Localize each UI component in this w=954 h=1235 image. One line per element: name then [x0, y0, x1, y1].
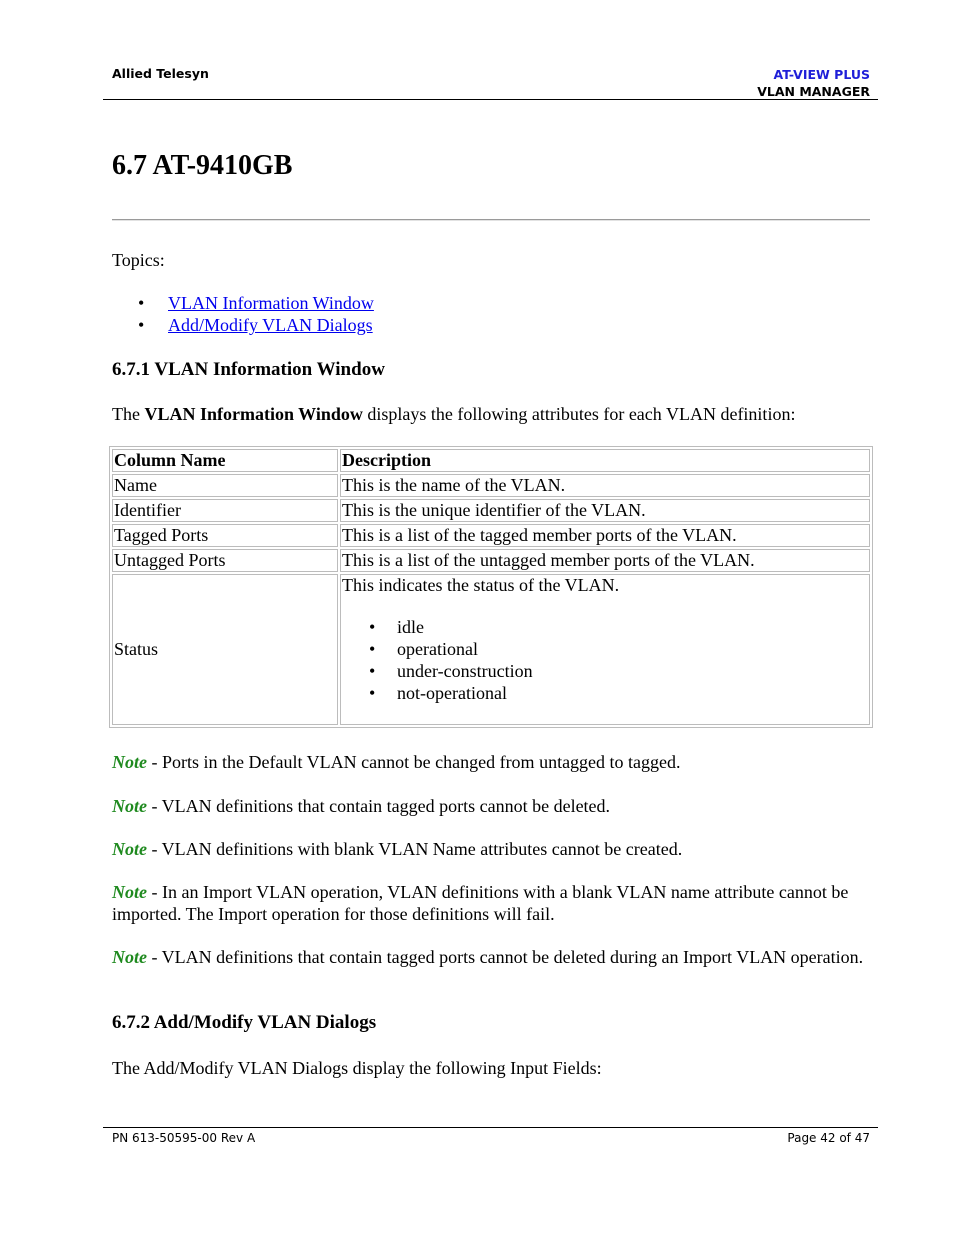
page-title: 6.7 AT-9410GB	[112, 150, 293, 181]
footer-page-number: Page 42 of 47	[787, 1131, 870, 1145]
status-values-list	[342, 616, 868, 704]
table-cell: Untagged Ports	[112, 549, 338, 572]
table-cell: Status	[112, 574, 338, 725]
list-item	[138, 314, 374, 336]
topics-label: Topics:	[112, 250, 165, 270]
table-cell	[340, 574, 870, 725]
table-cell: Tagged Ports	[112, 524, 338, 547]
intro-prefix: The	[112, 404, 145, 424]
table-row	[112, 524, 870, 547]
note-text: - VLAN definitions with blank VLAN Name attributes cannot be created.	[147, 839, 683, 859]
table-header-row	[112, 449, 870, 472]
section-heading-add-modify-vlan-dialogs: 6.7.2 Add/Modify VLAN Dialogs	[112, 1012, 377, 1033]
table-cell: This is a list of the tagged member ports of the VLAN.	[340, 524, 870, 547]
note-paragraph	[112, 751, 872, 773]
note-label: Note	[112, 947, 147, 967]
section-heading-vlan-information-window: 6.7.1 VLAN Information Window	[112, 359, 385, 380]
table-cell: This is a list of the untagged member ports of the VLAN.	[340, 549, 870, 572]
table-row	[112, 549, 870, 572]
topic-link-add-modify-vlan-dialogs[interactable]: Add/Modify VLAN Dialogs	[168, 315, 373, 335]
note-paragraph	[112, 838, 872, 860]
header-divider	[103, 99, 878, 100]
footer-divider	[103, 1127, 878, 1128]
note-label: Note	[112, 752, 147, 772]
section-intro: The Add/Modify VLAN Dialogs display the following Input Fields:	[112, 1058, 602, 1078]
note-text: - Ports in the Default VLAN cannot be changed from untagged to tagged.	[147, 752, 681, 772]
column-header-description: Description	[340, 449, 870, 472]
table-row	[112, 499, 870, 522]
header-company: Allied Telesyn	[112, 66, 209, 81]
header-product	[757, 66, 870, 100]
table-row-status	[112, 574, 870, 725]
vlan-attributes-table	[109, 446, 873, 728]
list-item: • under-construction	[342, 660, 868, 682]
list-item: • idle	[342, 616, 868, 638]
note-paragraph	[112, 881, 872, 925]
note-text: - In an Import VLAN operation, VLAN definitions with a blank VLAN name attribute cannot be imported. The Import operation for those definitions will fail.	[112, 882, 849, 924]
note-text: - VLAN definitions that contain tagged ports cannot be deleted.	[147, 796, 611, 816]
intro-suffix: displays the following attributes for each VLAN definition:	[362, 404, 796, 424]
intro-bold: VLAN Information Window	[144, 404, 363, 424]
list-item	[138, 292, 374, 314]
topic-link-vlan-information-window[interactable]: VLAN Information Window	[168, 293, 374, 313]
table-cell: This is the name of the VLAN.	[340, 474, 870, 497]
section-intro	[112, 403, 795, 425]
table-row	[112, 474, 870, 497]
status-description: This indicates the status of the VLAN.	[342, 575, 620, 595]
title-divider	[112, 219, 870, 221]
table-cell: This is the unique identifier of the VLAN.	[340, 499, 870, 522]
note-label: Note	[112, 839, 147, 859]
header-product-name: AT-VIEW PLUS	[773, 67, 870, 82]
list-item: • operational	[342, 638, 868, 660]
footer-part-number: PN 613-50595-00 Rev A	[112, 1131, 256, 1145]
note-paragraph	[112, 946, 872, 968]
note-text: - VLAN definitions that contain tagged ports cannot be deleted during an Import VLAN operation.	[147, 947, 864, 967]
note-label: Note	[112, 882, 147, 902]
note-paragraph	[112, 795, 872, 817]
table-cell: Name	[112, 474, 338, 497]
column-header-name: Column Name	[112, 449, 338, 472]
list-item: • not-operational	[342, 682, 868, 704]
header-module-name: VLAN MANAGER	[757, 84, 870, 99]
table-cell: Identifier	[112, 499, 338, 522]
note-label: Note	[112, 796, 147, 816]
topics-list	[138, 292, 374, 336]
